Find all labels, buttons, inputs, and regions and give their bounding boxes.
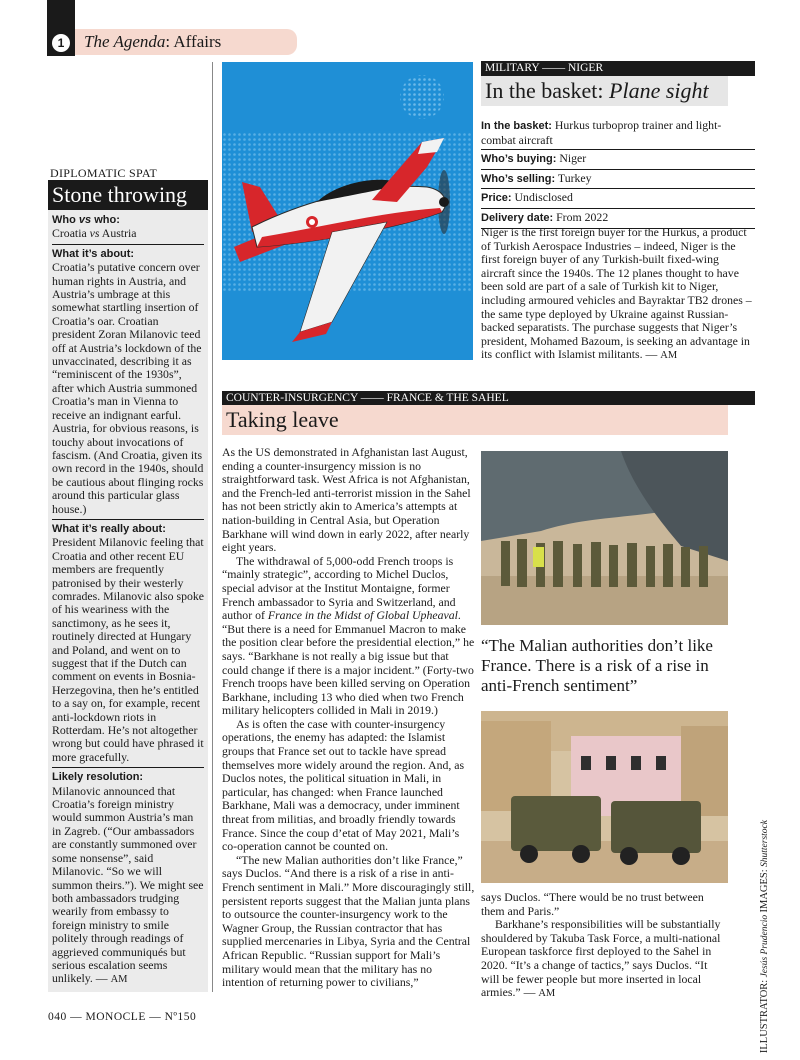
article-paragraph: Barkhane’s responsibilities will be substantially shouldered by Takuba Task Force, a multi-national European taskforce first deployed to the Sahel in 2020. “It’s a change of tactics,” says Duclos. “It will be fewer people but more inserted in local armies.” — AM	[481, 917, 721, 1000]
article-paragraph: says Duclos. “There would be no trust between them and Paris.”	[481, 890, 704, 918]
section-title	[84, 32, 221, 52]
fact-row	[481, 117, 755, 150]
book-title: France in the Midst of Global Upheaval	[267, 608, 458, 623]
article-paragraph	[222, 555, 475, 718]
fact-row	[481, 170, 755, 190]
basket-kicker: MILITARY —— NIGER	[481, 61, 755, 76]
basket-body: Niger is the first foreign buyer for the Hurkus, a product of Turkish Aerospace Industries – indeed, Niger is the first foreign buyer of any Turkish-built fixed-wing aircraft since the 1940s. The 12 planes thought to have been sold are part of a sale of Turkish kit to Niger, including armoured vehicles and Bayraktar TB2 drones – the same type deployed by Ukraine against Russian-backed separatists. The purchase suggests that Niger’s president, Mohamed Bazoum, is seeking an advantage in its conflict with Islamist militants. — AM	[481, 225, 752, 362]
photo-credit	[759, 820, 773, 1053]
illustrator-name: Jesús Prudencio	[760, 914, 770, 978]
article-kicker-right: FRANCE & THE SAHEL	[386, 392, 509, 404]
basket-kicker-left: MILITARY	[485, 62, 540, 74]
fact-label: Price:	[481, 192, 512, 205]
sidebar-panel: Stone throwing Who vs who: Croatia vs Austria What it’s about: Croatia’s putative concern over human rights in Austria, and Austria’s umbrage at this somewhat startling insertion of Croatia’s oar. Croatian president Zoran Milanovic teed off at Austria’s lockdown of the unvaccinated, describing it as “reminiscent of the 1930s”, after which Austria summoned Croatia’s man in Vienna to receive an indignant earful. Austria, for obvious reasons, is touchy about invocations of fascism. (And Croatia, given its own record in the 1940s, should be cautious about flinging rocks around this particular glass house.) What it’s really about: President Milanovic feeling that Croatia and other recent EU members are frequently patronised by their westerly comrades. Milanovic also spoke of his weariness with the sanctimony, as he sees it, routinely directed at Hungary and Poland, and went on to suggest that if the Dutch can comment on events in Bosnia-Herzegovina, then he’s entitled to a say on, for example, recent anti-lockdown riots in Rotterdam. He’s not altogether wrong but could have phrased it more gracefully. Likely resolution: Milanovic announced that Croatia’s foreign ministry would summon Austria’s man in Zagreb. (“Our ambassadors are constantly summoned over some nonsense”, said Milanovic. “So we will summon theirs.”). We might see both ambassadors trudging wearily from embassy to foreign ministry to smile politely through readings of aggrieved communiqués but serious escalation seems unlikely. — AM	[48, 180, 208, 992]
vehicles-photo-icon	[481, 711, 728, 883]
p2-start: The withdrawal of 5,000-odd French troops is “mainly strategic”, according to Michel Duclos, special advisor at the Institut Montaigne, former French ambassador to Syria and Switzerland, and author of	[222, 553, 456, 623]
p2-end: . “But there is a need for Emmanuel Macron to make the position clear before the presidential election,” he says. “Barkhane is not really a big issue but that could change if there is a major incident.” (Forty-two French troops have been killed serving on Operation Barkhane, including 13 who died when two French military helicopters collided in Mali in 2019.)	[222, 608, 475, 718]
section-title-italic: The Agenda	[84, 32, 166, 51]
article-paragraph: As the US demonstrated in Afghanistan last August, ending a counter-insurgency mission is no straightforward task. West Africa is not Afghanistan, and the French-led anti-terrorist mission in the Sahel has not been strictly akin to America’s attempts at nation-building in Central Asia, but Operation Barkhane will wind down in early 2022, after nearly eight years.	[222, 445, 471, 555]
fact-value: Hurkus turboprop trainer and light-combat aircraft	[481, 118, 722, 147]
basket-headline	[481, 76, 728, 106]
sidebar-kicker: DIPLOMATIC SPAT	[50, 166, 158, 180]
basket-headline-italic: Plane sight	[609, 78, 709, 103]
plane-illustration	[222, 62, 473, 360]
sidebar-byline: AM	[110, 974, 128, 986]
pull-quote: “The Malian authorities don’t like France. There is a risk of a rise in anti-French sentiment”	[481, 636, 713, 695]
article-kicker: COUNTER-INSURGENCY —— FRANCE & THE SAHEL	[222, 391, 755, 405]
p6-text: Barkhane’s responsibilities will be substantially shouldered by Takuba Task Force, a multi-national European taskforce first deployed to the Sahel in 2020. “It’s a change of tactics,” says Duclos. “It will be fewer people but more inserted in local armies.”	[481, 917, 721, 1000]
fact-label: Delivery date:	[481, 211, 554, 224]
article-paragraph: As is often the case with counter-insurgency operations, the enemy has adapted: the Islamist groups that France set out to tackle have spread themselves more widely around the region. And, as Duclos notes, the political situation in Mali, in particular, has changed: when France launched Barkhane, Mali was a democracy, under imminent threat from militias, and broadly friendly towards France. Since the coup d’etat of May 2021, Mali’s co-operation cannot be counted on.	[222, 716, 465, 854]
fact-value: Undisclosed	[514, 190, 573, 205]
about-text: Croatia’s putative concern over human rights in Austria, and Austria’s umbrage at this somewhat startling insertion of Croatia’s oar. Croatian president Zoran Milanovic teed off at Austria’s lockdown of the unvaccinated, describing it as “reminiscent of the 1930s”, after which Austria summoned Croatia’s man in Vienna to receive an indignant earful. Austria, for obvious reasons, is touchy about invocations of fascism. (And Croatia, given its own record in the 1940s, should be cautious about flinging rocks around this particular glass house.)	[52, 260, 204, 516]
fact-label: In the basket:	[481, 120, 552, 132]
basket-kicker-right: NIGER	[567, 62, 604, 74]
sidebar-rule	[52, 767, 204, 768]
who-label: Who vs who:	[52, 214, 120, 226]
hurkus-plane-icon	[222, 62, 473, 360]
really-text: President Milanovic feeling that Croatia and other recent EU members are frequently patronised by their westerly comrades. Milanovic also spoke of his weariness with the sanctimony, as he sees it, routinely directed at Hungary and Poland, and went on to suggest that if the Dutch can comment on events in Bosnia-Herzegovina, then he’s entitled to a say on, for example, recent anti-lockdown riots in Rotterdam. He’s not altogether wrong but could have phrased it more gracefully.	[52, 535, 205, 764]
article-column-right	[481, 891, 728, 1001]
photo-troops-boarding	[481, 451, 728, 625]
article-headline: Taking leave	[222, 405, 728, 435]
about-label: What it’s about:	[52, 247, 135, 260]
article-column	[222, 446, 475, 990]
resolution-label: Likely resolution:	[52, 771, 144, 784]
article-kicker-left: COUNTER-INSURGENCY	[226, 392, 358, 404]
fact-row	[481, 150, 755, 170]
fact-label: Who’s buying:	[481, 153, 557, 166]
fact-value: Turkey	[557, 170, 592, 185]
sidebar-headline: Stone throwing	[48, 180, 208, 210]
article-byline: AM	[538, 988, 556, 1000]
fact-row	[481, 189, 755, 209]
page-folio: 040 — MONOCLE — Nº150	[48, 1011, 197, 1023]
basket-body-text: Niger is the first foreign buyer for the Hurkus, a product of Turkish Aerospace Industries – indeed, Niger is the first foreign buyer of any Turkish-built fixed-wing aircraft since the 1940s. The 12 planes thought to have been sold are part of a sale of Turkish kit to Niger, including armoured vehicles and Bayraktar TB2 drones – the same type deployed by Ukraine against Russian-backed separatists. The purchase suggests that Niger’s president, Mohamed Bazoum, is seeking an advantage in its conflict with Islamist militants.	[481, 225, 752, 362]
illustrator-label: ILLUSTRATOR:	[759, 979, 770, 1054]
sidebar-who	[52, 213, 204, 241]
section-title-rest: : Affairs	[165, 32, 222, 51]
basket-headline-plain: In the basket:	[485, 78, 610, 103]
images-credit: Shutterstock	[760, 820, 770, 867]
basket-facts	[481, 117, 755, 229]
basket-byline: AM	[660, 350, 678, 362]
column-divider	[212, 62, 213, 992]
sidebar-rule	[52, 244, 204, 245]
images-label: IMAGES:	[759, 869, 770, 913]
really-label: What it’s really about:	[52, 522, 166, 535]
photo-armoured-vehicles	[481, 711, 728, 883]
sidebar-rule	[52, 519, 204, 520]
resolution-text: Milanovic announced that Croatia’s foreign ministry would summon Austria’s man in Zagreb. (“Our ambassadors are constantly summoned over some nonsense”, said Milanovic. “So we will summon theirs.”). We might see both ambassadors trudging wearily from embassy to foreign ministry to smile politely through readings of aggrieved communiqués but serious escalation seems unlikely.	[52, 783, 204, 986]
fact-value: From 2022	[556, 209, 609, 224]
fact-label: Who’s selling:	[481, 172, 556, 185]
who-text: Croatia vs Austria	[52, 226, 137, 241]
troops-photo-icon	[481, 451, 728, 625]
fact-value: Niger	[559, 151, 587, 166]
article-paragraph: “The new Malian authorities don’t like France,” says Duclos. “And there is a risk of a rise in anti-French sentiment in Mali.” More discouragingly still, persistent reports suggest that the Malian junta plans to outsource the counter-insurgency work to the Wagner Group, the Russian contractor that has supplied mercenaries in Libya, Syria and the Central African Republic. “Russian support for Mali’s military would mean that the military has no intention of returning power to civilians,”	[222, 852, 475, 990]
section-number: 1	[52, 34, 70, 52]
